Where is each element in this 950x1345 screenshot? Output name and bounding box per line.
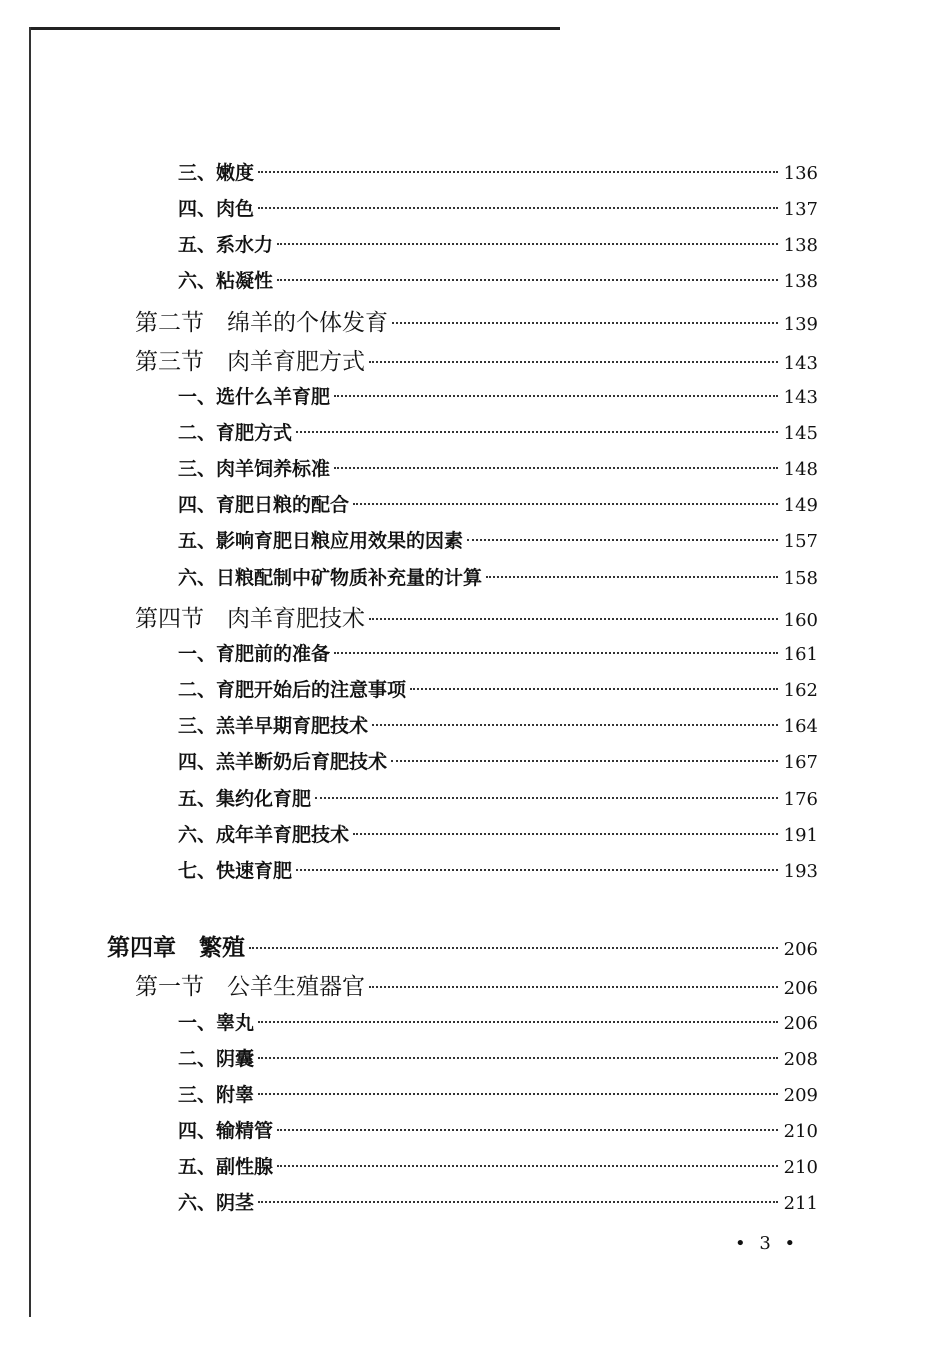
dot-leader [277,243,778,245]
toc-entry-page: 193 [783,861,818,882]
toc-entry[interactable] [178,1152,818,1179]
dot-leader [258,1093,778,1095]
dot-leader [369,986,778,988]
toc-entry[interactable] [178,1188,818,1215]
dot-leader [277,1165,778,1167]
toc-entry[interactable] [135,968,818,1001]
dot-leader [369,361,778,363]
toc-entry-title: 一、选什么羊育肥 [178,386,331,408]
dot-leader [277,1129,778,1131]
toc-entry-title: 六、阴茎 [178,1192,255,1214]
toc-entry-page: 206 [783,978,818,999]
toc-entry-title: 一、睾丸 [178,1012,255,1034]
dot-leader [258,171,778,173]
toc-entry-page: 157 [783,531,818,552]
page-number: • 3 • [735,1233,800,1254]
toc-entry[interactable] [178,194,818,221]
toc-entry-page: 206 [783,939,818,960]
dot-leader [258,1057,778,1059]
toc-entry-page: 158 [783,568,818,589]
toc-entry-title: 四、羔羊断奶后育肥技术 [178,751,388,773]
toc-entry-title: 六、粘凝性 [178,270,274,292]
toc-entry-title: 五、影响育肥日粮应用效果的因素 [178,530,464,552]
toc-entry-page: 210 [783,1121,818,1142]
dot-leader [353,503,778,505]
dot-leader [258,1021,778,1023]
dot-leader [315,797,778,799]
toc-entry[interactable] [178,526,818,553]
dot-leader [334,652,778,654]
dot-leader [258,1201,778,1203]
toc-entry-title: 二、阴囊 [178,1048,255,1070]
toc-entry-page: 143 [783,353,818,374]
toc-entry-page: 136 [783,163,818,184]
toc-entry[interactable] [178,563,818,590]
toc-entry-title: 第四节 肉羊育肥技术 [135,606,365,632]
toc-entry[interactable] [178,820,818,847]
toc-entry-title: 三、附睾 [178,1084,255,1106]
toc-entry-title: 五、系水力 [178,234,274,256]
dot-leader [410,688,778,690]
toc-entry-title: 七、快速育肥 [178,860,293,882]
toc-entry-page: 137 [783,199,818,220]
toc-entry-title: 四、输精管 [178,1120,274,1142]
toc-entry-title: 三、羔羊早期育肥技术 [178,715,369,737]
toc-entry-page: 143 [783,387,818,408]
toc-entry-page: 139 [783,314,818,335]
toc-entry-page: 138 [783,271,818,292]
toc-entry-title: 第三节 肉羊育肥方式 [135,349,365,375]
toc-entry[interactable] [178,675,818,702]
toc-entry[interactable] [178,856,818,883]
toc-entry[interactable] [178,1116,818,1143]
toc-entry[interactable] [135,600,818,633]
toc-entry-title: 五、副性腺 [178,1156,274,1178]
dot-leader [467,539,778,541]
toc-entry[interactable] [178,266,818,293]
toc-entry-page: 191 [783,825,818,846]
toc-entry-page: 209 [783,1085,818,1106]
toc-entry-page: 210 [783,1157,818,1178]
toc-entry[interactable] [178,418,818,445]
toc-entry[interactable] [107,929,818,962]
toc-entry-page: 138 [783,235,818,256]
dot-leader [353,833,778,835]
toc-entry[interactable] [178,747,818,774]
toc-entry-title: 二、育肥方式 [178,422,293,444]
dot-leader [258,207,778,209]
toc-entry[interactable] [178,1080,818,1107]
toc-entry-page: 208 [783,1049,818,1070]
toc-entry-page: 176 [783,789,818,810]
toc-entry-page: 167 [783,752,818,773]
dot-leader [392,322,778,324]
toc-entry-title: 五、集约化育肥 [178,788,312,810]
dot-leader [296,869,778,871]
toc-entry-page: 206 [783,1013,818,1034]
toc-entry[interactable] [178,1044,818,1071]
dot-leader [296,431,778,433]
toc-entry[interactable] [178,711,818,738]
toc-entry[interactable] [178,639,818,666]
toc-entry-page: 161 [783,644,818,665]
dot-leader [249,947,778,949]
toc-entry-title: 第一节 公羊生殖器官 [135,974,365,1000]
toc-entry-title: 六、日粮配制中矿物质补充量的计算 [178,567,483,589]
dot-leader [486,576,778,578]
toc-entry-title: 四、肉色 [178,198,255,220]
toc-entry-page: 211 [783,1193,818,1214]
dot-leader [369,618,778,620]
toc-entry-page: 149 [783,495,818,516]
toc-entry[interactable] [135,304,818,337]
dot-leader [277,279,778,281]
toc-entry-page: 162 [783,680,818,701]
toc-entry[interactable] [178,158,818,185]
toc-entry[interactable] [135,343,818,376]
toc-entry-title: 三、肉羊饲养标准 [178,458,331,480]
toc-entry[interactable] [178,382,818,409]
dot-leader [372,724,778,726]
toc-entry-page: 164 [783,716,818,737]
toc-entry-title: 二、育肥开始后的注意事项 [178,679,407,701]
dot-leader [334,395,778,397]
toc-entry-page: 148 [783,459,818,480]
toc-entry[interactable] [178,454,818,481]
toc-entry-page: 160 [783,610,818,631]
toc-entry-page: 145 [783,423,818,444]
toc-entry-title: 一、育肥前的准备 [178,643,331,665]
toc-entry-title: 六、成年羊育肥技术 [178,824,350,846]
toc-entry[interactable] [178,784,818,811]
toc-entry-title: 四、育肥日粮的配合 [178,494,350,516]
dot-leader [391,760,778,762]
toc-entry[interactable] [178,490,818,517]
toc-entry-title: 第四章 繁殖 [107,934,245,961]
toc-entry-title: 三、嫩度 [178,162,255,184]
dot-leader [334,467,778,469]
toc-entry[interactable] [178,230,818,257]
toc-entry-title: 第二节 绵羊的个体发育 [135,310,388,336]
toc-entry[interactable] [178,1008,818,1035]
